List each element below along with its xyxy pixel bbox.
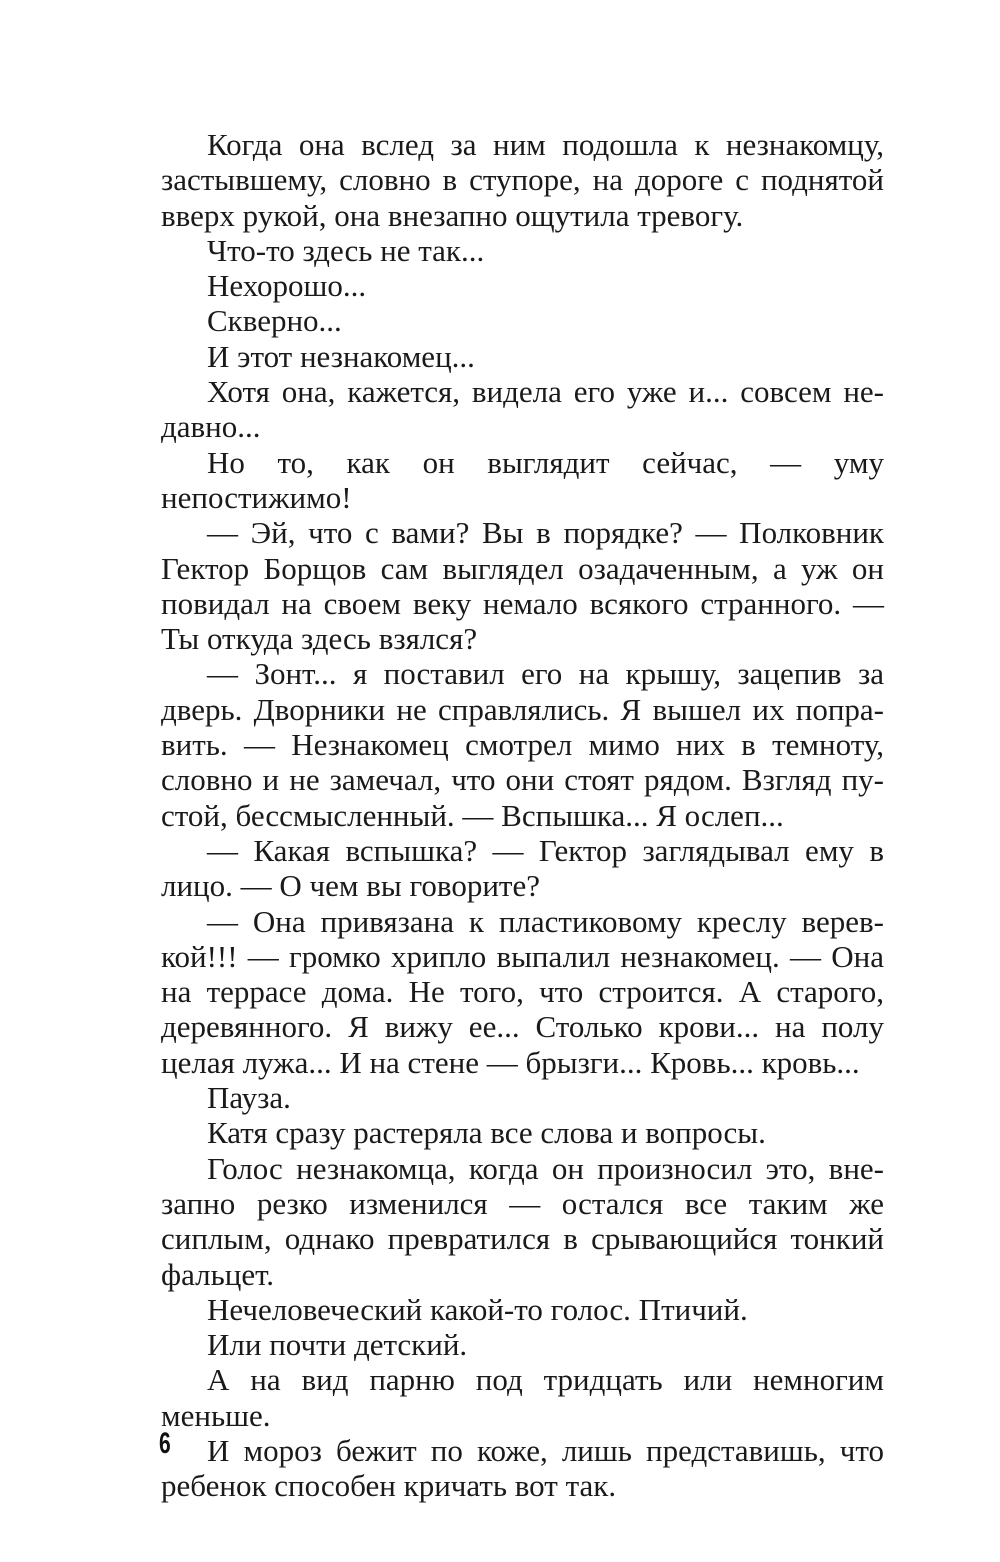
paragraph: — Она привязана к пластиковому креслу веревкой!!! — громко хрипло выпалил незнакомец. — Она на террасе дома. Не того, что строится. А старого, деревянного. Я вижу ее... Столько крови... на полу целая лужа... И на стене — брызги... Кровь... кровь... (161, 903, 884, 1080)
paragraph: А на вид парню под тридцать или немногим меньше. (161, 1362, 884, 1433)
paragraph: Катя сразу растеряла все слова и вопросы. (207, 1115, 766, 1151)
paragraph: Когда она вслед за ним подошла к незнакомцу, застывшему, словно в ступоре, на дороге с поднятой вверх рукой, она внезапно ощутила тревогу. (161, 127, 884, 233)
paragraph: Скверно... (207, 303, 342, 339)
paragraph: Пауза. (207, 1080, 291, 1116)
paragraph: — Эй, что с вами? Вы в порядке? — Полковник Гектор Борщов сам выглядел озадаченным, а уж он повидал на своем веку немало всякого странного. — Ты откуда здесь взялся? (161, 515, 884, 657)
body-text (161, 127, 884, 1504)
paragraph: — Зонт... я поставил его на крышу, зацепив за дверь. Дворники не справлялись. Я вышел их поправить. — Незнакомец смотрел мимо них в темноту, словно и не замечал, что они стоят рядом. Взгляд пустой, бессмысленный. — Вспышка... Я ослеп... (161, 656, 884, 833)
paragraph: Голос незнакомца, когда он произносил это, внезапно резко изменился — остался все таким же сиплым, однако превратился в срывающийся тонкий фальцет. (161, 1150, 884, 1292)
paragraph: И мороз бежит по коже, лишь представишь, что ребенок способен кричать вот так. (161, 1432, 884, 1504)
paragraph: Что-то здесь не так... (207, 232, 485, 268)
paragraph: Нечеловеческий какой-то голос. Птичий. (207, 1291, 748, 1327)
paragraph: И этот незнакомец... (207, 338, 475, 374)
page-number: 6 (159, 1427, 171, 1460)
paragraph: — Какая вспышка? — Гектор заглядывал ему в лицо. — О чем вы говорите? (161, 832, 884, 904)
paragraph: Хотя она, кажется, видела его уже и... совсем недавно... (161, 374, 884, 445)
paragraph: Но то, как он выглядит сейчас, — уму непостижимо! (161, 444, 884, 515)
paragraph: Нехорошо... (207, 268, 367, 304)
paragraph: Или почти детский. (207, 1327, 468, 1363)
